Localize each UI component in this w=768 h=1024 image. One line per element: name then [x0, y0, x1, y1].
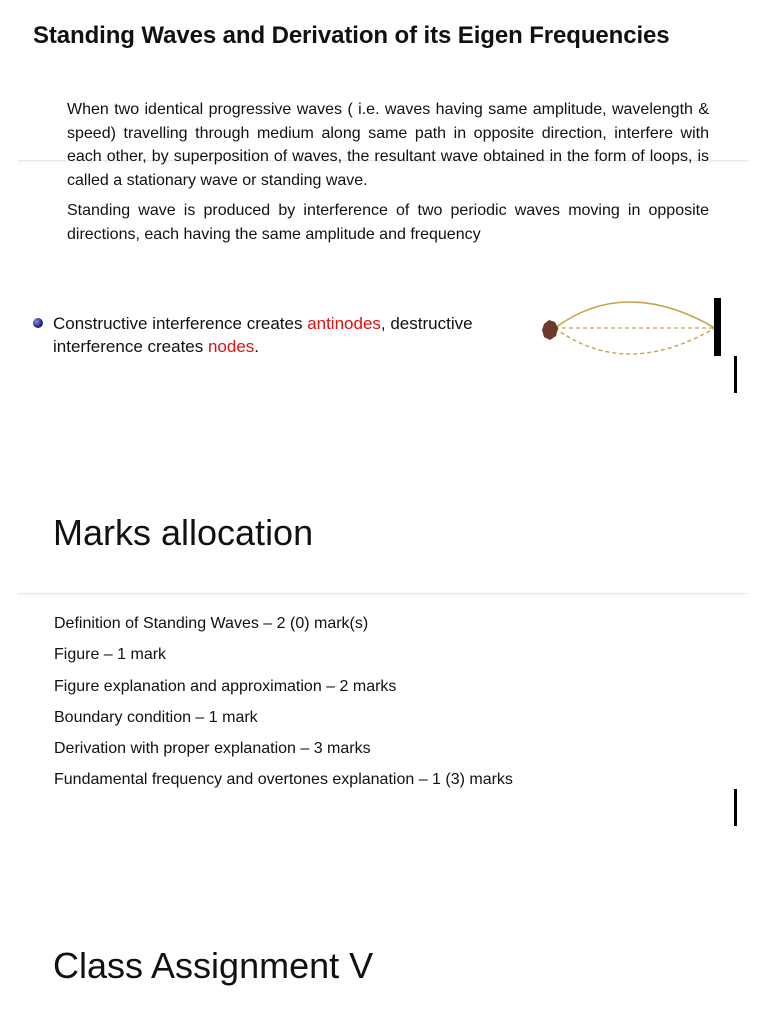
cursor-marker — [734, 356, 737, 393]
nodes-term: nodes — [207, 337, 255, 356]
assignment-heading: Class Assignment V — [53, 945, 374, 986]
bullet-text-part: , destructive interference creates — [53, 314, 473, 356]
bullet-icon — [33, 318, 43, 328]
vibrator-object — [542, 320, 558, 340]
interference-paragraph: Standing wave is produced by interference of two periodic waves moving in opposite directions, each having the same amplitude and frequency — [67, 202, 709, 243]
marks-item: Figure explanation and approximation – 2 marks — [54, 677, 397, 695]
definition-paragraph: When two identical progressive waves ( i.e. waves having same amplitude, wavelength & speed) travelling through medium along same path in opposite direction, interfere with each other, by superposition of waves, the resultant wave obtained in the form of loops, is called a stationary wave or standing wave. — [67, 101, 709, 189]
marks-item: Fundamental frequency and overtones explanation – 1 (3) marks — [54, 771, 513, 789]
interference-bullet — [53, 312, 523, 358]
marks-item: Figure – 1 mark — [54, 646, 167, 664]
marks-heading: Marks allocation — [53, 512, 314, 553]
marks-item: Boundary condition – 1 mark — [54, 708, 258, 726]
wave-loop-lower — [555, 328, 715, 354]
fixed-wall — [714, 298, 721, 356]
slide-title: Standing Waves and Derivation of its Eigen Frequencies — [33, 22, 670, 49]
marks-list — [54, 608, 513, 796]
slide-divider — [18, 593, 748, 594]
marks-item: Derivation with proper explanation – 3 marks — [54, 740, 371, 758]
marks-item: Definition of Standing Waves – 2 (0) mark(s) — [54, 615, 369, 632]
antinodes-term: antinodes — [307, 314, 381, 333]
wave-loop-upper — [555, 302, 715, 328]
bullet-text-part: Constructive interference creates — [53, 314, 308, 333]
bullet-text-part: . — [254, 337, 260, 356]
cursor-marker — [734, 789, 737, 826]
standing-wave-figure — [535, 290, 730, 365]
